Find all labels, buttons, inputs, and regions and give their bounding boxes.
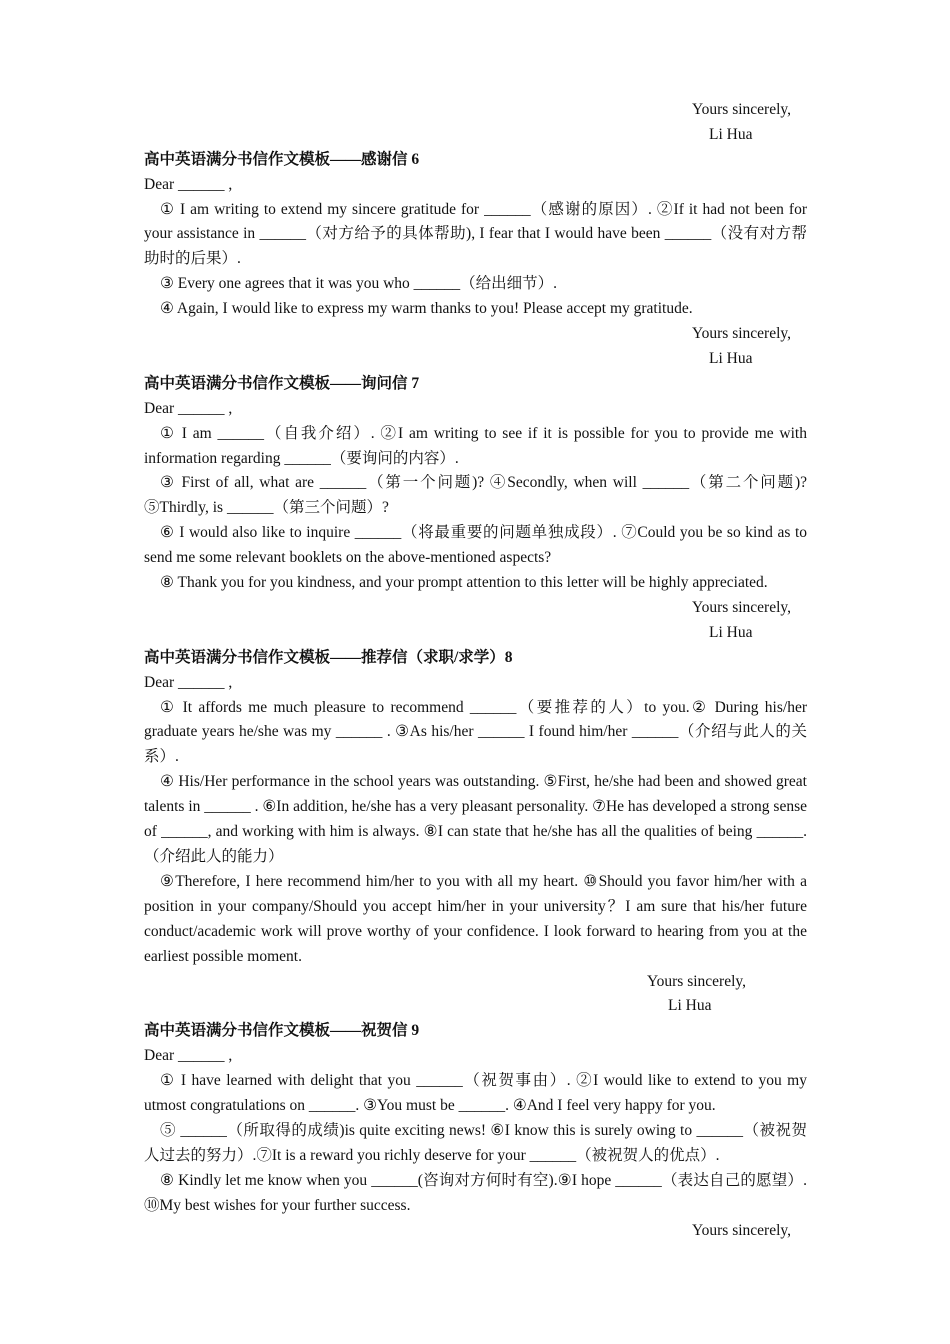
paragraph: ③ First of all, what are ______（第一个问题)? ④Secondly, when will ______（第二个问题)? ⑤Thirdly, is ______（第三个问题）? <box>144 474 807 517</box>
signature-name: Li Hua <box>709 623 753 641</box>
top-closing: Yours sincerely, <box>692 101 792 118</box>
paragraph: ① I am ______（自我介绍）. ②I am writing to see if it is possible for you to provide me with information regarding ______（要询问的内容）. <box>144 424 807 467</box>
paragraph: ⑤ ______（所取得的成绩)is quite exciting news! ⑥I know this is surely owing to ______（被祝贺人过去的努力）.⑦It is a reward you richly deserve for your ______（被祝贺人的优点）. <box>144 1121 807 1164</box>
closing: Yours sincerely, <box>647 972 747 990</box>
section-heading-congratulations: 高中英语满分书信作文模板——祝贺信 9 <box>144 1022 420 1040</box>
paragraph: ① I am writing to extend my sincere gratitude for ______（感谢的原因）. ②If it had not been for your assistance in ______（对方给予的具体帮助), I fear that I would have been ______（没有对方帮助时的后果）. <box>144 200 807 268</box>
paragraph: ③ Every one agrees that it was you who ______（给出细节）. <box>160 275 558 293</box>
paragraph: ① It affords me much pleasure to recommend ______（要推荐的人）to you.② During his/her graduate years he/she was my ______ . ③As his/her ______ I found him/her ______（介绍与此人的关系）. <box>144 698 807 766</box>
closing: Yours sincerely, <box>692 1221 792 1239</box>
paragraph: ① I have learned with delight that you ______（祝贺事由）. ②I would like to extend to you my utmost congratulations on ______. ③You must be ______. ④And I feel very happy for you. <box>144 1072 807 1114</box>
section-heading-recommendation: 高中英语满分书信作文模板——推荐信（求职/求学）8 <box>144 648 513 666</box>
section-heading-thanks: 高中英语满分书信作文模板——感谢信 6 <box>144 150 420 168</box>
document-page <box>144 98 807 1243</box>
paragraph: ⑧ Thank you for you kindness, and your prompt attention to this letter will be highly appreciated. <box>160 574 768 592</box>
paragraph: ⑥ I would also like to inquire ______（将最重要的问题单独成段）. ⑦Could you be so kind as to send me some relevant booklets on the above-mentioned aspects? <box>144 524 807 567</box>
section-heading-inquiry: 高中英语满分书信作文模板——询问信 7 <box>144 374 420 392</box>
greeting: Dear ______ , <box>144 673 233 691</box>
signature-name: Li Hua <box>709 349 753 367</box>
greeting: Dear ______ , <box>144 399 233 417</box>
signature-name: Li Hua <box>668 997 712 1015</box>
top-signature-name: Li Hua <box>709 125 753 143</box>
paragraph: ④ Again, I would like to express my warm thanks to you! Please accept my gratitude. <box>160 300 693 318</box>
paragraph: ⑧ Kindly let me know when you ______(咨询对方何时有空).⑨I hope ______（表达自己的愿望）. ⑩My best wishes for your further success. <box>144 1171 807 1214</box>
paragraph: ⑨Therefore, I here recommend him/her to you with all my heart. ⑩Should you favor him/her with a position in your company/Should you accept him/her in your university？I am sure that his/her future conduct/academic work will prove worthy of your confidence. I look forward to hearing from you at the earliest possible moment. <box>144 872 807 965</box>
paragraph: ④ His/Her performance in the school years was outstanding. ⑤First, he/she had been and showed great talents in ______ . ⑥In addition, he/she has a very pleasant personality. ⑦He has developed a strong sense of ______, and working with him is always. ⑧I can state that he/she has all the qualities of being ______.（介绍此人的能力） <box>144 773 807 865</box>
closing: Yours sincerely, <box>692 325 792 343</box>
closing: Yours sincerely, <box>692 599 792 616</box>
greeting: Dear ______ , <box>144 1047 233 1065</box>
greeting: Dear ______ , <box>144 175 233 193</box>
